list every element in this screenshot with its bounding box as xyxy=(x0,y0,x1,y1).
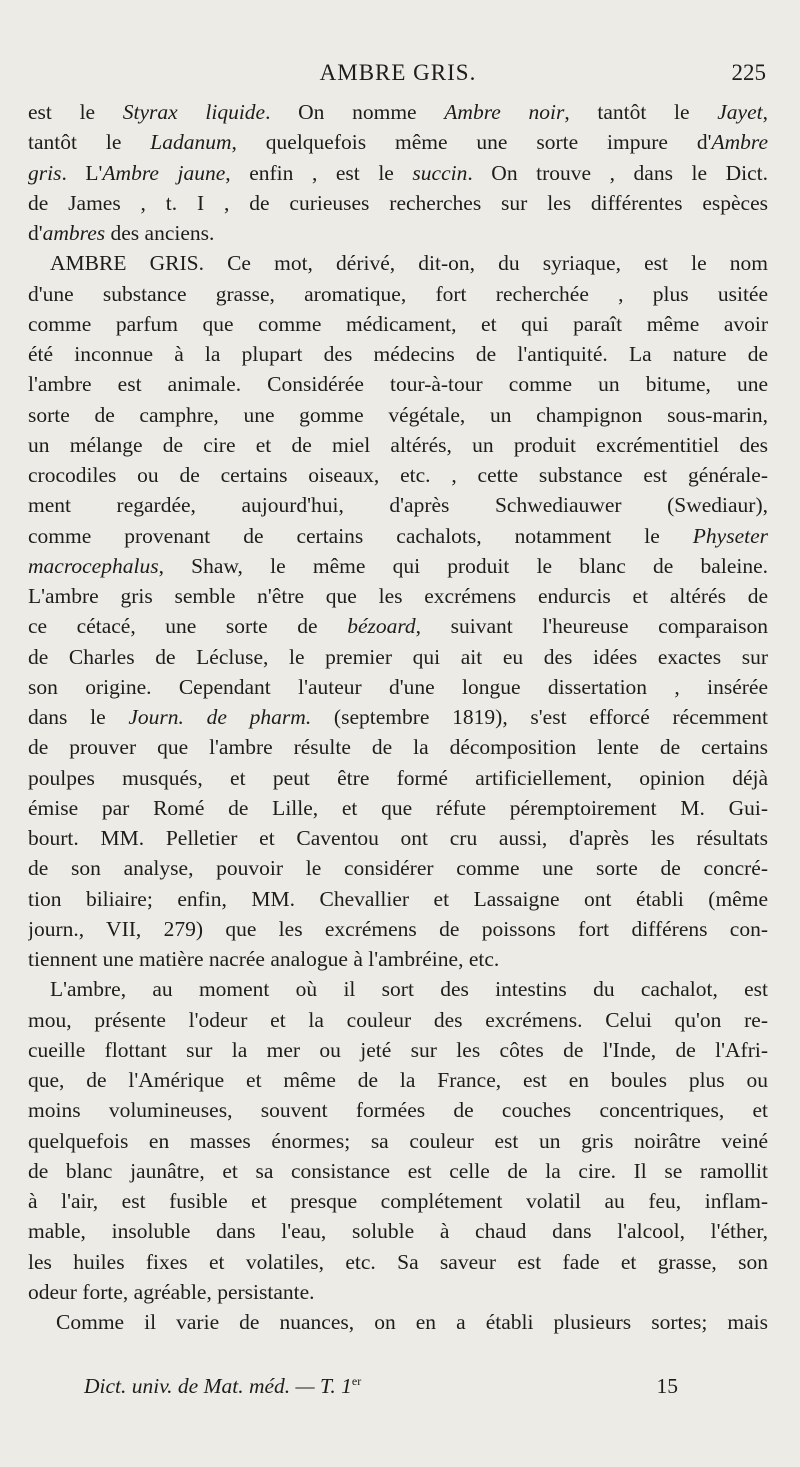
italic-run: Styrax liquide xyxy=(122,100,266,124)
footer-citation-text: Dict. univ. de Mat. méd. — T. 1 xyxy=(84,1374,352,1399)
text-line xyxy=(28,188,768,218)
text-run: (septembre 1819), s'est efforcé récemment xyxy=(311,705,768,729)
text-run: cueille flottant sur la mer ou jeté sur les côtes de l'Inde, de l'Afri- xyxy=(28,1037,768,1062)
text-line xyxy=(28,1277,768,1307)
footer-citation-superscript: er xyxy=(351,1374,362,1388)
text-run: odeur forte, agréable, persistante. xyxy=(28,1279,315,1304)
text-run: de James , t. I , de curieuses recherches sur les différentes espèces xyxy=(28,190,768,215)
text-run: sorte de camphre, une gomme végétale, un champignon sous-marin, xyxy=(28,402,768,427)
text-line xyxy=(28,218,768,248)
italic-run: Jayet xyxy=(717,100,763,124)
text-line xyxy=(28,611,768,641)
text-run: émise par Romé de Lille, et que réfute péremptoirement M. Gui- xyxy=(28,795,768,820)
text-run: d'une substance grasse, aromatique, fort recherchée , plus usitée xyxy=(28,281,768,306)
text-line xyxy=(28,127,768,157)
text-run: mable, insoluble dans l'eau, soluble à chaud dans l'alcool, l'éther, xyxy=(28,1219,768,1244)
italic-run: Journ. de pharm. xyxy=(128,705,312,729)
text-line xyxy=(28,158,768,188)
footer-citation xyxy=(84,1374,361,1399)
page-header xyxy=(28,60,768,92)
italic-run: gris xyxy=(28,160,62,185)
text-line xyxy=(28,702,768,732)
italic-run: Ladanum xyxy=(150,130,232,155)
text-line xyxy=(28,732,768,762)
text-line xyxy=(28,1005,768,1035)
text-run: dans le xyxy=(28,705,129,729)
text-run: , enfin , est le xyxy=(225,160,413,185)
text-run: moins volumineuses, souvent formées de couches concentriques, et xyxy=(28,1098,768,1123)
italic-run: Physeter xyxy=(692,523,768,548)
text-run: l'ambre est animale. Considérée tour-à-tour comme un bitume, une xyxy=(28,372,768,397)
text-run: tiennent une matière nacrée analogue à l'ambréine, etc. xyxy=(28,947,500,971)
italic-run: Ambre noir xyxy=(444,100,565,124)
text-run: tion biliaire; enfin, MM. Chevallier et Lassaigne ont établi (même xyxy=(28,886,768,911)
text-run: de son analyse, pouvoir le considérer comme une sorte de concré- xyxy=(28,856,768,881)
italic-run: succin xyxy=(412,160,468,185)
text-run: journ., VII, 279) que les excrémens de poissons fort différens con- xyxy=(28,916,768,941)
text-run: , suivant l'heureuse comparaison xyxy=(415,614,768,639)
italic-run: Ambre jaune xyxy=(102,160,226,185)
italic-run: ambres xyxy=(42,221,106,245)
text-run: Comme il varie de nuances, on en a établi plusieurs sortes; mais xyxy=(56,1310,768,1334)
text-line xyxy=(28,944,768,974)
text-line xyxy=(28,884,768,914)
running-title: AMBRE GRIS. xyxy=(319,60,477,85)
text-line xyxy=(28,430,768,460)
text-line xyxy=(28,1216,768,1246)
text-run: que, de l'Amérique et même de la France, est en boules plus ou xyxy=(28,1068,768,1092)
text-line xyxy=(28,914,768,944)
text-line xyxy=(28,974,768,1004)
text-line xyxy=(28,672,768,702)
page-footer xyxy=(84,1374,678,1404)
text-run: des anciens. xyxy=(105,221,215,245)
text-run: , quelquefois même une sorte impure d' xyxy=(231,130,712,155)
text-run: bourt. MM. Pelletier et Caventou ont cru aussi, d'après les résultats xyxy=(28,826,768,850)
text-run: L'ambre gris semble n'être que les excrémens endurcis et altérés de xyxy=(28,584,768,608)
text-run: poulpes musqués, et peut être formé artificiellement, opinion déjà xyxy=(28,765,768,790)
text-line xyxy=(28,823,768,853)
text-run: ment regardée, aujourd'hui, d'après Schwediauwer (Swediaur), xyxy=(28,493,768,518)
text-run: comme provenant de certains cachalots, notamment le xyxy=(28,523,693,548)
text-line xyxy=(28,1186,768,1216)
text-run: tantôt le xyxy=(28,130,151,155)
text-line xyxy=(28,1247,768,1277)
text-run: . On trouve , dans le Dict. xyxy=(467,160,768,185)
text-line xyxy=(28,460,768,490)
text-line xyxy=(28,1095,768,1125)
text-line xyxy=(28,400,768,430)
text-run: . L' xyxy=(61,160,103,185)
text-line xyxy=(28,551,768,581)
italic-run: bézoard xyxy=(347,614,416,639)
text-run: comme parfum que comme médicament, et qui paraît même avoir xyxy=(28,311,768,336)
text-line xyxy=(28,521,768,551)
text-run: crocodiles ou de certains oiseaux, etc. , cette substance est générale- xyxy=(28,463,768,487)
signature-mark: 15 xyxy=(656,1374,678,1398)
text-line xyxy=(28,309,768,339)
text-run: un mélange de cire et de miel altérés, un produit excrémentitiel des xyxy=(28,432,768,457)
text-run: les huiles fixes et volatiles, etc. Sa saveur est fade et grasse, son xyxy=(28,1249,768,1274)
text-line xyxy=(28,763,768,793)
text-line xyxy=(28,793,768,823)
text-run: . On nomme xyxy=(265,100,445,124)
text-line xyxy=(28,369,768,399)
text-run: est le xyxy=(28,100,123,124)
text-line xyxy=(28,1156,768,1186)
italic-run: Ambre xyxy=(711,130,768,155)
text-run: L'ambre, au moment où il sort des intestins du cachalot, est xyxy=(50,977,768,1002)
text-line xyxy=(28,1035,768,1065)
text-line xyxy=(28,97,768,127)
text-run: mou, présente l'odeur et la couleur des excrémens. Celui qu'on re- xyxy=(28,1007,768,1032)
text-line xyxy=(28,490,768,520)
text-line xyxy=(28,1065,768,1095)
text-run: d' xyxy=(28,221,43,245)
text-line xyxy=(28,853,768,883)
text-line xyxy=(28,642,768,672)
text-line xyxy=(28,339,768,369)
text-line xyxy=(28,581,768,611)
text-line xyxy=(28,248,768,278)
text-line xyxy=(28,1307,768,1337)
text-run: , Shaw, le même qui produit le blanc de baleine. xyxy=(158,553,768,578)
text-run: à l'air, est fusible et presque complétement volatil au feu, inflam- xyxy=(28,1189,768,1213)
text-run: AMBRE GRIS. Ce mot, dérivé, dit-on, du syriaque, est le nom xyxy=(50,251,768,276)
text-run: , xyxy=(762,100,768,124)
page-number: 225 xyxy=(731,60,766,85)
italic-run: macrocephalus xyxy=(28,553,159,578)
text-line xyxy=(28,1126,768,1156)
text-run: de blanc jaunâtre, et sa consistance est celle de la cire. Il se ramollit xyxy=(28,1158,768,1183)
text-line xyxy=(28,279,768,309)
text-run: quelquefois en masses énormes; sa couleur est un gris noirâtre veiné xyxy=(28,1128,768,1153)
text-run: de Charles de Lécluse, le premier qui ait eu des idées exactes sur xyxy=(28,644,768,669)
text-run: , tantôt le xyxy=(564,100,718,124)
body-text xyxy=(28,97,768,1337)
text-run: son origine. Cependant l'auteur d'une longue dissertation , insérée xyxy=(28,674,768,699)
text-run: de prouver que l'ambre résulte de la décomposition lente de certains xyxy=(28,735,768,760)
text-run: été inconnue à la plupart des médecins de l'antiquité. La nature de xyxy=(28,342,768,366)
text-run: ce cétacé, une sorte de xyxy=(28,614,348,639)
